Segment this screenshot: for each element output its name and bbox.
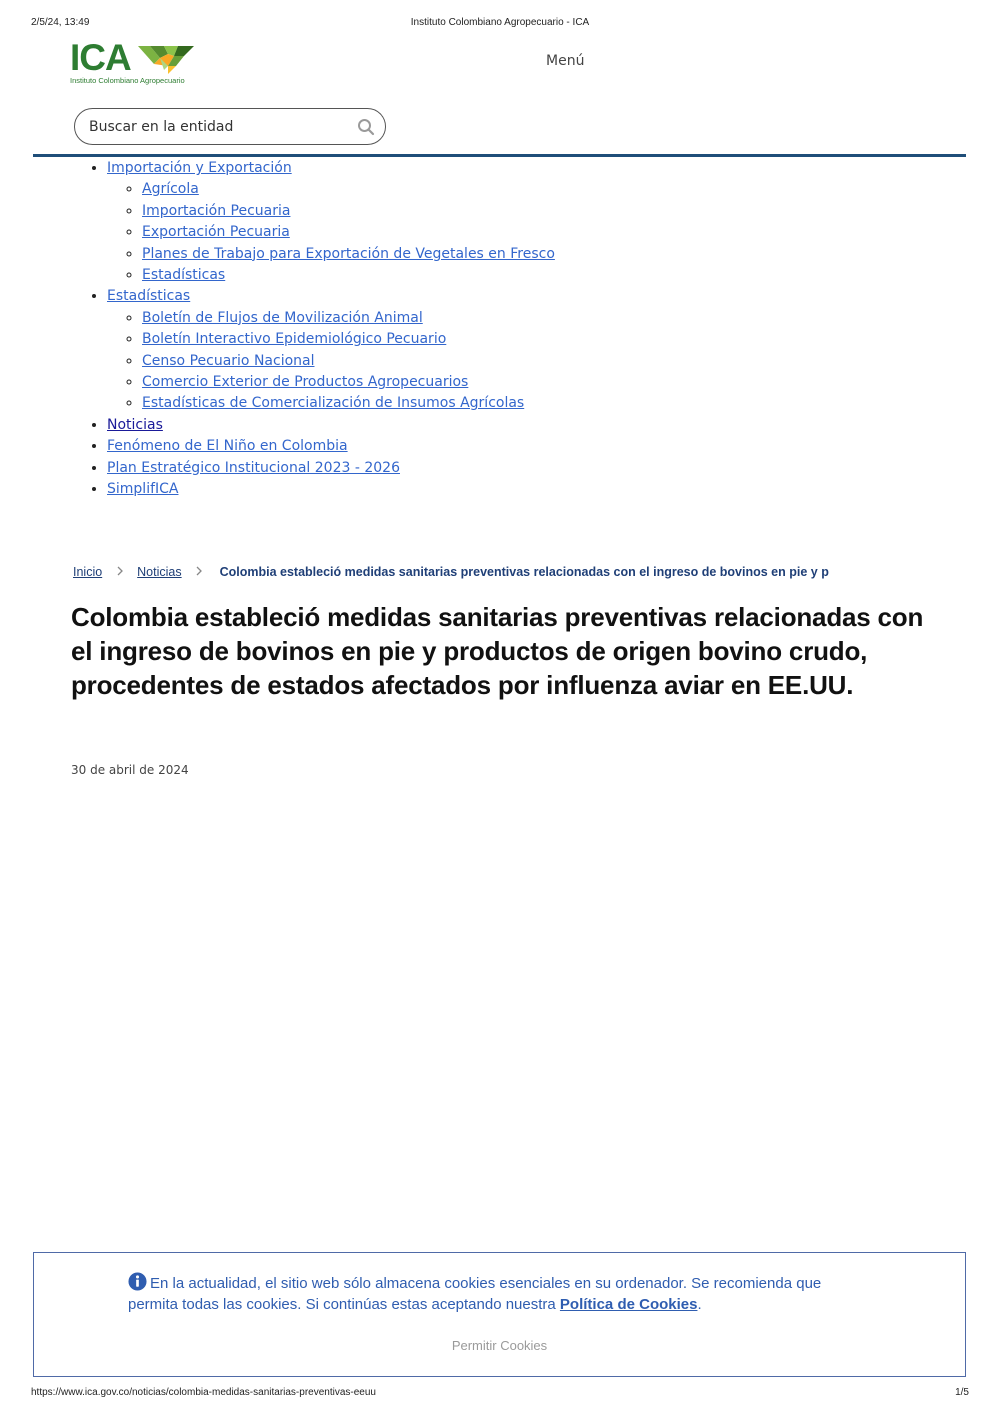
- breadcrumb-section[interactable]: Noticias: [137, 565, 182, 579]
- print-page-title: Instituto Colombiano Agropecuario - ICA: [410, 17, 590, 28]
- ica-logo[interactable]: [70, 37, 195, 88]
- logo-mark-icon: [138, 44, 194, 76]
- print-datetime: 2/5/24, 13:49: [31, 17, 90, 28]
- nav-link-noticias[interactable]: Noticias: [107, 416, 163, 433]
- nav-link-exportacion-pecuaria[interactable]: Exportación Pecuaria: [142, 224, 290, 241]
- nav-link-censo-pecuario[interactable]: Censo Pecuario Nacional: [142, 352, 315, 369]
- nav-subitem: [142, 393, 555, 414]
- nav-item: [107, 479, 555, 500]
- search-box: [74, 108, 386, 145]
- nav-item: [107, 286, 555, 414]
- print-url: https://www.ica.gov.co/noticias/colombia-medidas-sanitarias-preventivas-eeuu: [31, 1387, 376, 1398]
- nav-item: [107, 158, 555, 286]
- nav-link-importacion-exportacion[interactable]: Importación y Exportación: [107, 160, 292, 176]
- print-footer: [31, 1387, 969, 1401]
- nav-item: [107, 415, 555, 436]
- article-date: 30 de abril de 2024: [71, 763, 189, 777]
- nav-subitem: [142, 372, 555, 393]
- nav-sublist: [107, 179, 555, 286]
- header-divider: [33, 154, 966, 157]
- info-icon: [128, 1272, 147, 1291]
- nav-link-agricola[interactable]: Agrícola: [142, 181, 199, 198]
- allow-cookies-button[interactable]: Permitir Cookies: [34, 1337, 965, 1354]
- nav-sublist: [107, 308, 555, 415]
- menu-button[interactable]: Menú: [546, 53, 585, 69]
- nav-subitem: [142, 329, 555, 350]
- search-icon[interactable]: [357, 118, 375, 136]
- nav-subitem: [142, 179, 555, 200]
- nav-link-estadisticas-import[interactable]: Estadísticas: [142, 267, 226, 284]
- breadcrumb-current: Colombia estableció medidas sanitarias preventivas relacionadas con el ingreso de bovinos en pie y p: [219, 565, 829, 579]
- nav-link-importacion-pecuaria[interactable]: Importación Pecuaria: [142, 202, 291, 219]
- nav-subitem: [142, 222, 555, 243]
- nav-subitem: [142, 351, 555, 372]
- nav-link-comercio-exterior[interactable]: Comercio Exterior de Productos Agropecuarios: [142, 374, 469, 391]
- nav-item: [107, 458, 555, 479]
- nav-subitem: [142, 244, 555, 265]
- nav-subitem: [142, 308, 555, 329]
- nav-link-boletin-epidemiologico[interactable]: Boletín Interactivo Epidemiológico Pecuario: [142, 331, 447, 348]
- nav-link-simplifica[interactable]: SimplifICA: [107, 481, 179, 498]
- breadcrumb: [73, 565, 829, 579]
- nav-subitem: [142, 265, 555, 286]
- cookie-policy-link[interactable]: Política de Cookies: [559, 1296, 698, 1313]
- chevron-right-icon: [194, 566, 204, 576]
- nav-list: [70, 158, 555, 501]
- cookie-banner: [33, 1252, 966, 1377]
- nav-link-estadisticas-insumos[interactable]: Estadísticas de Comercialización de Insumos Agrícolas: [142, 395, 525, 412]
- search-input[interactable]: [89, 117, 349, 137]
- nav-link-estadisticas[interactable]: Estadísticas: [107, 288, 191, 305]
- breadcrumb-home[interactable]: Inicio: [73, 565, 103, 579]
- nav-item: [107, 436, 555, 457]
- page-title: Colombia estableció medidas sanitarias preventivas relacionadas con el ingreso de bovinos en pie y productos de origen bovino crudo, procedentes de estados afectados por influenza aviar en EE.UU.: [71, 602, 924, 700]
- logo-subtitle: Instituto Colombiano Agropecuario: [70, 76, 185, 85]
- nav-subitem: [142, 201, 555, 222]
- cookie-text: En la actualidad, el sitio web sólo almacena cookies esenciales en su ordenador. Se recomienda que permita todas las cookies. Si continúas estas aceptando nuestra: [128, 1275, 822, 1313]
- cookie-period: .: [697, 1296, 702, 1313]
- nav-link-boletin-flujos[interactable]: Boletín de Flujos de Movilización Animal: [142, 309, 423, 326]
- print-header: [31, 17, 969, 31]
- nav-link-plan-estrategico[interactable]: Plan Estratégico Institucional 2023 - 2026: [107, 459, 400, 476]
- logo-text: ICA: [70, 37, 131, 78]
- nav-link-planes-trabajo[interactable]: Planes de Trabajo para Exportación de Vegetales en Fresco: [142, 245, 555, 262]
- nav-link-fenomeno-nino[interactable]: Fenómeno de El Niño en Colombia: [107, 438, 348, 455]
- print-page-number: 1/5: [955, 1387, 969, 1398]
- chevron-right-icon: [115, 566, 125, 576]
- cookie-message: [128, 1272, 868, 1315]
